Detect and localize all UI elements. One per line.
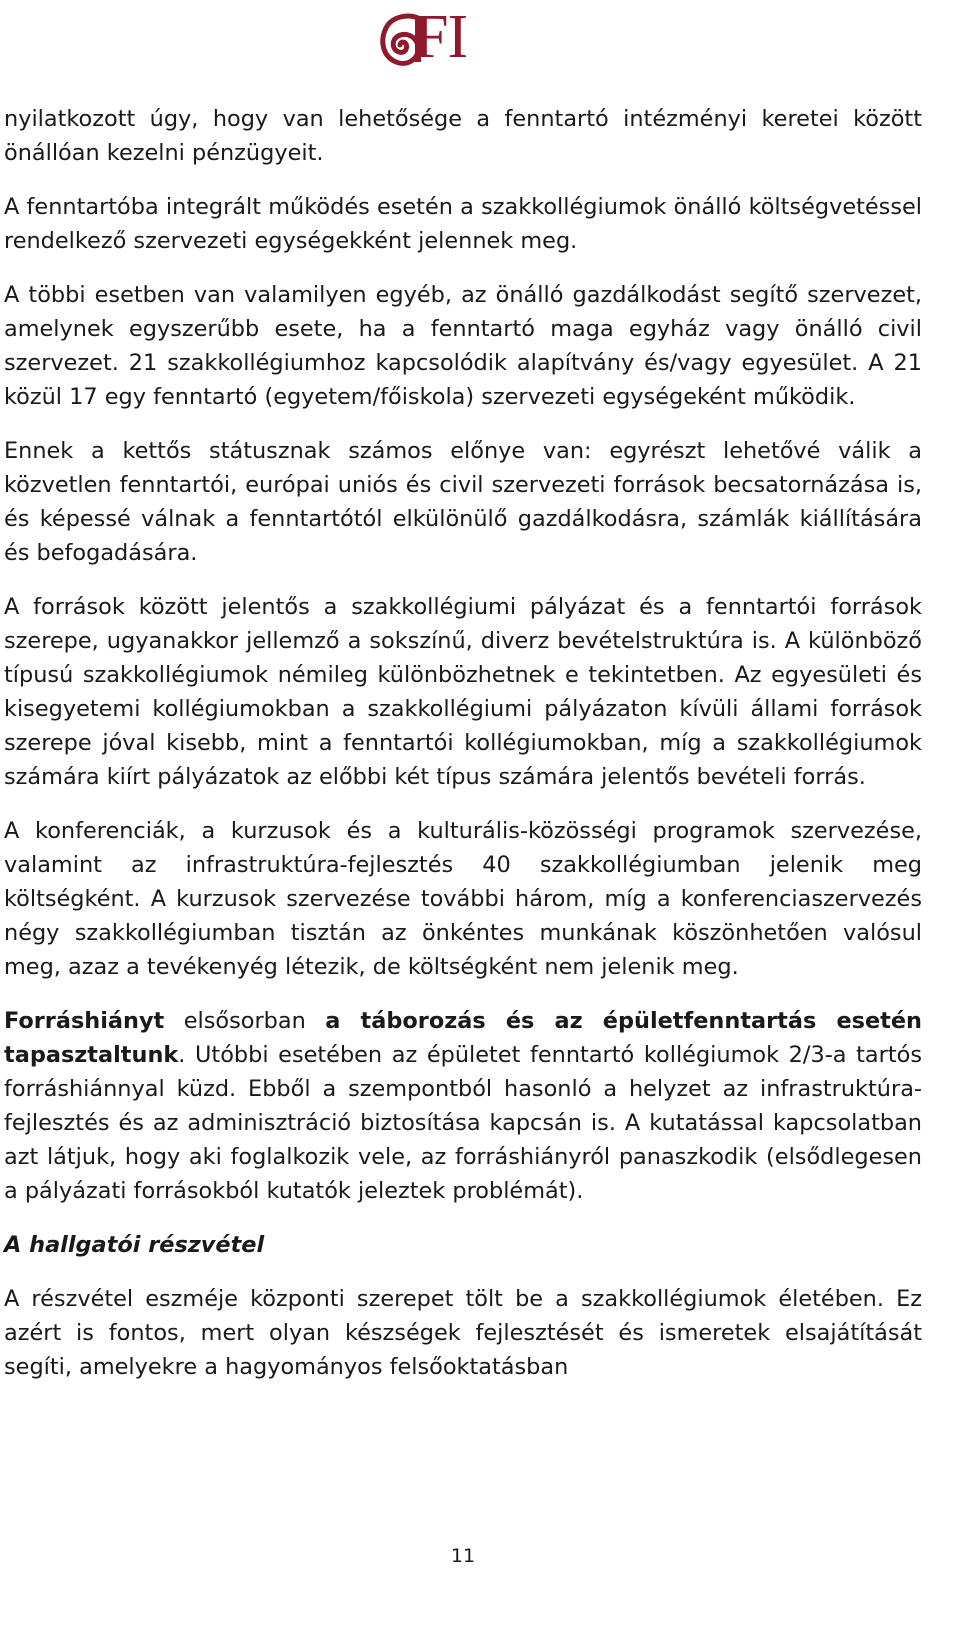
logo-text: FI — [414, 3, 468, 71]
paragraph: A részvétel eszméje központi szerepet tölt be a szakkollégiumok életében. Ez azért is fontos, mert olyan készségek fejlesztését és ismeretek elsajátítását segíti, amelyekre a hagyományos felsőoktatásban — [4, 1286, 922, 1380]
dfi-logo — [378, 3, 502, 71]
paragraph: A források között jelentős a szakkollégiumi pályázat és a fenntartói források szerepe, ugyanakkor jellemző a sokszínű, diverz bevételstruktúra is. A különböző típusú szakkollégiumok némileg különbözhetnek e tekintetben. Az egyesületi és kisegyetemi kollégiumokban a szakkollégiumi pályázaton kívüli állami források szerepe jóval kisebb, mint a fenntartói kollégiumokban, míg a szakkollégiumok számára kiírt pályázatok az előbbi két típus számára jelentős bevételi forrás. — [4, 594, 922, 790]
bold-text: Forráshiányt — [4, 1008, 165, 1034]
page-number: 11 — [450, 1545, 476, 1567]
paragraph: Ennek a kettős státusznak számos előnye van: egyrészt lehetővé válik a közvetlen fenntartói, európai uniós és civil szervezeti források becsatornázása is, és képessé válnak a fenntartótól elkülönülő gazdálkodásra, számlák kiállítására és befogadására. — [4, 438, 922, 566]
paragraph: nyilatkozott úgy, hogy van lehetősége a fenntartó intézményi keretei között önállóan kezelni pénzügyeit. — [4, 106, 922, 166]
paragraph: A fenntartóba integrált működés esetén a szakkollégiumok önálló költségvetéssel rendelkező szervezeti egységekként jelennek meg. — [4, 194, 922, 254]
mixed-paragraph — [4, 1004, 922, 1208]
document-body — [4, 102, 922, 1404]
normal-text: elsősorban — [164, 1008, 326, 1034]
normal-text: . Utóbbi esetében az épületet fenntartó kollégiumok 2/3-a tartós forráshiánnyal küzd. Ebből a szempontból hasonló a helyzet az infrastruktúra-fejlesztés és az adminisztráció biztosítása kapcsán is. A kutatással kapcsolatban azt látjuk, hogy aki foglalkozik vele, az forráshiányról panaszkodik (elsődlegesen a pályázati forrásokból kutatók jeleztek problémát). — [4, 1042, 922, 1204]
paragraph: A konferenciák, a kurzusok és a kulturális-közösségi programok szervezése, valamint az infrastruktúra-fejlesztés 40 szakkollégiumban jelenik meg költségként. A kurzusok szervezése további három, míg a konferenciaszervezés négy szakkollégiumban tisztán az önkéntes munkának köszönhetően valósul meg, azaz a tevékenyég létezik, de költségként nem jelenik meg. — [4, 818, 922, 980]
paragraph: A többi esetben van valamilyen egyéb, az önálló gazdálkodást segítő szervezet, amelynek egyszerűbb esete, ha a fenntartó maga egyház vagy önálló civil szervezet. 21 szakkollégiumhoz kapcsolódik alapítvány és/vagy egyesület. A 21 közül 17 egy fenntartó (egyetem/főiskola) szervezeti egységeként működik. — [4, 282, 922, 410]
bold-text: a táborozás és az épületfenntartás esetén tapasztaltunk — [4, 1008, 922, 1068]
section-heading: A hallgatói részvétel — [4, 1232, 265, 1258]
